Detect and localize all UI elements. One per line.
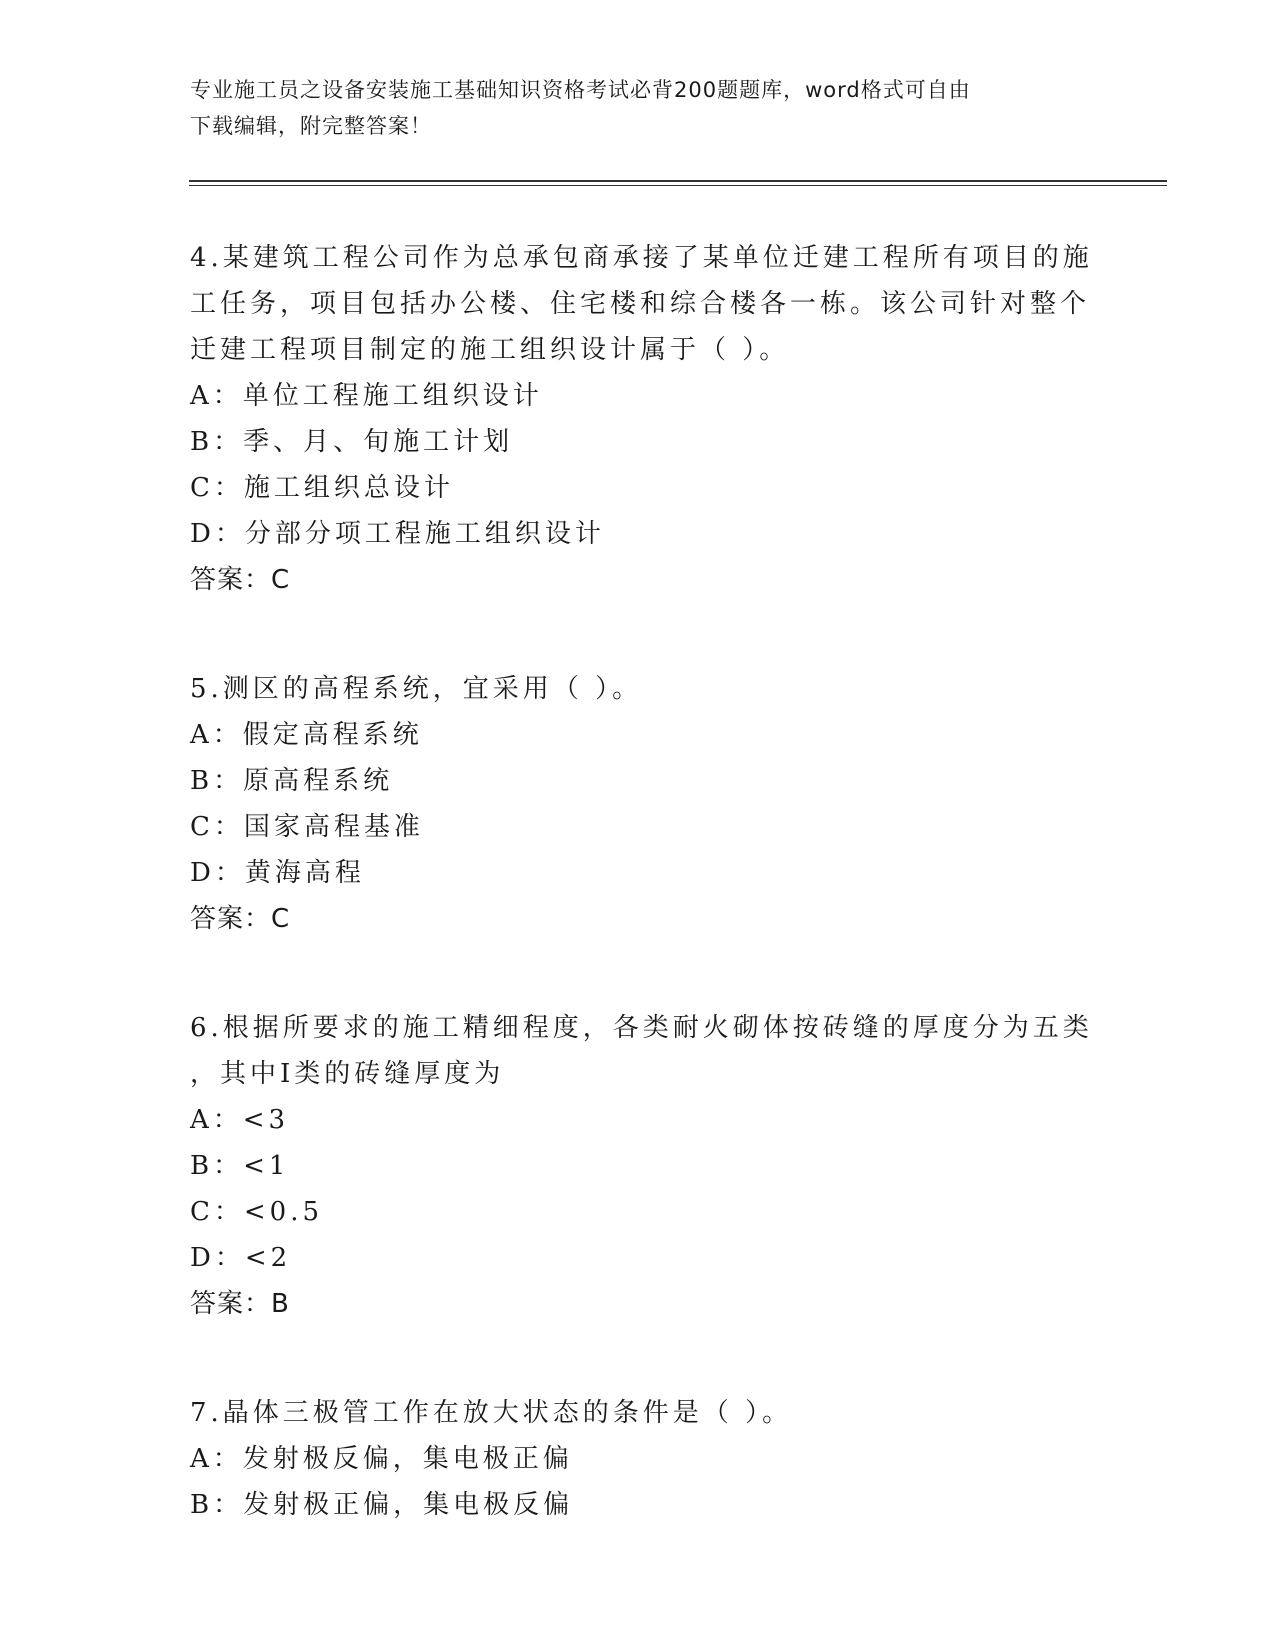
question-stem-line: 4.某建筑工程公司作为总承包商承接了某单位迁建工程所有项目的施 — [190, 243, 1093, 273]
answer-line: 答案：C — [190, 565, 291, 595]
question-item — [190, 1005, 1110, 1327]
answer-line: 答案：C — [190, 904, 291, 934]
answer-line: 答案：B — [190, 1289, 290, 1319]
option-d: D：<2 — [190, 1243, 292, 1273]
header-line-2: 下载编辑，附完整答案！ — [190, 114, 432, 138]
header-divider-thick — [189, 180, 1167, 182]
option-b: B：季、月、旬施工计划 — [190, 427, 514, 457]
option-c: C：国家高程基准 — [190, 812, 424, 842]
question-list — [190, 235, 1110, 1548]
question-stem-line: 工任务，项目包括办公楼、住宅楼和综合楼各一栋。该公司针对整个 — [190, 289, 1091, 319]
question-stem-line: 迁建工程项目制定的施工组织设计属于（ ）。 — [190, 335, 790, 365]
option-a: A：单位工程施工组织设计 — [190, 381, 543, 411]
question-stem-line: 6.根据所要求的施工精细程度，各类耐火砌体按砖缝的厚度分为五类 — [190, 1013, 1093, 1043]
question-item — [190, 1390, 1110, 1528]
option-c: C：<0.5 — [190, 1197, 324, 1227]
option-d: D：分部分项工程施工组织设计 — [190, 519, 605, 549]
question-item — [190, 666, 1110, 942]
option-b: B：原高程系统 — [190, 766, 394, 796]
option-b: B：发射极正偏，集电极反偏 — [190, 1490, 574, 1520]
option-c: C：施工组织总设计 — [190, 473, 454, 503]
question-item — [190, 235, 1110, 603]
question-stem-line: ，其中Ⅰ类的砖缝厚度为 — [190, 1059, 505, 1089]
option-b: B：<1 — [190, 1151, 290, 1181]
option-d: D：黄海高程 — [190, 858, 365, 888]
option-a: A：<3 — [190, 1105, 290, 1135]
option-a: A：假定高程系统 — [190, 720, 423, 750]
question-stem-line: 7.晶体三极管工作在放大状态的条件是（ ）。 — [190, 1398, 793, 1428]
document-header — [190, 72, 1090, 144]
question-stem-line: 5.测区的高程系统，宜采用（ ）。 — [190, 674, 643, 704]
header-divider-thin — [189, 185, 1167, 186]
option-a: A：发射极反偏，集电极正偏 — [190, 1444, 573, 1474]
header-line-1: 专业施工员之设备安装施工基础知识资格考试必背200题题库，word格式可自由 — [190, 78, 971, 102]
